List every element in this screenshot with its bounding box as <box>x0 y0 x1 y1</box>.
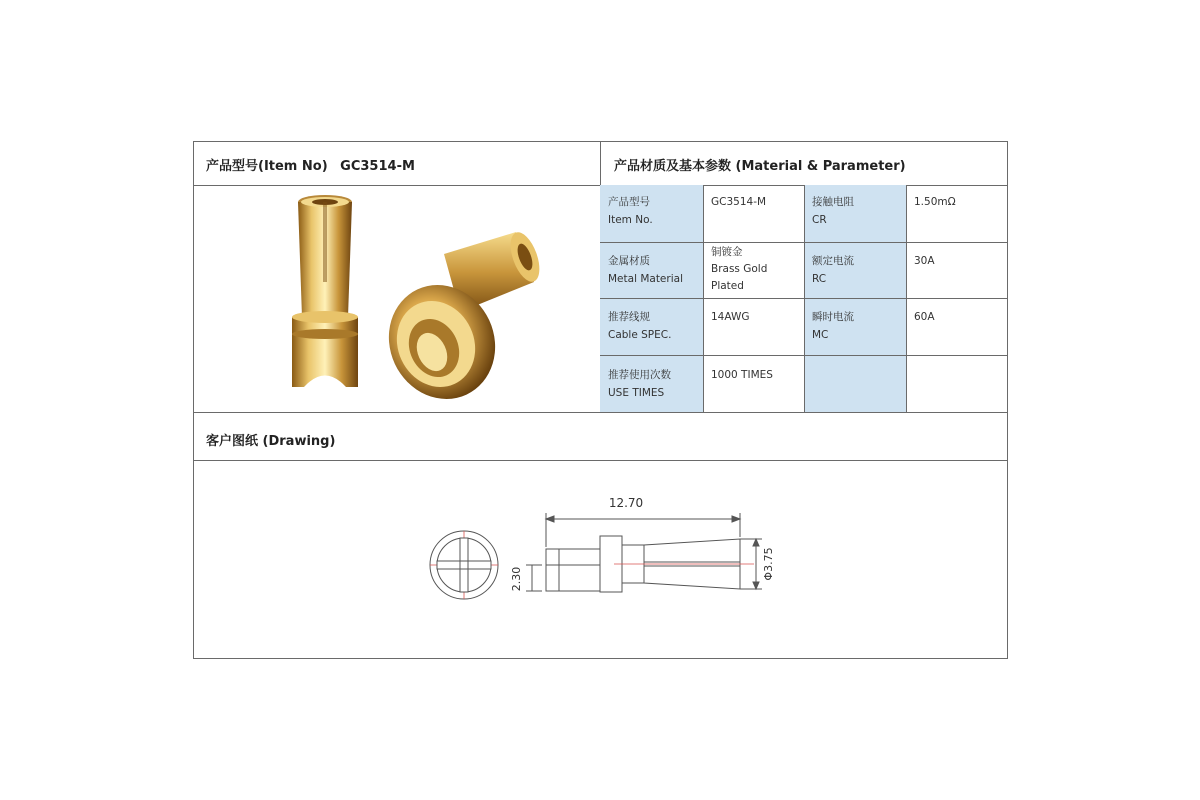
drawing-header-divider <box>194 460 1007 461</box>
param-label-cn: 推荐线规 <box>608 311 650 323</box>
param-label-en: Metal Material <box>608 273 683 285</box>
drawing-top-divider <box>194 412 1007 413</box>
param-value: Plated <box>711 280 744 292</box>
param-label-en: Item No. <box>608 214 653 226</box>
param-value-cell-cable <box>703 298 804 355</box>
param-value: 1.50mΩ <box>914 196 956 208</box>
param-value-cell-item-no <box>703 185 804 242</box>
param-label-cell-metal <box>600 242 703 298</box>
item-no-header <box>206 155 415 174</box>
param-value: 14AWG <box>711 311 750 323</box>
grid-line <box>600 298 1008 299</box>
parameter-table <box>600 185 1008 412</box>
param-label-en: CR <box>812 214 827 226</box>
param-label-cell-rc <box>804 242 906 298</box>
item-no-label: 产品型号(Item No) <box>206 159 328 174</box>
technical-drawing <box>414 477 814 627</box>
param-value-cell-metal <box>703 242 804 298</box>
param-label-en: USE TIMES <box>608 387 665 399</box>
param-value: 60A <box>914 311 935 323</box>
product-photo <box>254 192 554 407</box>
param-value: 30A <box>914 255 935 267</box>
param-label-en: Cable SPEC. <box>608 329 672 341</box>
connector-standing <box>292 195 358 387</box>
item-no-value: GC3514-M <box>340 159 415 174</box>
grid-line <box>600 355 1008 356</box>
param-label-cn: 金属材质 <box>608 255 650 267</box>
dim-height-label: 2.30 <box>510 566 523 592</box>
param-value-cell-cr <box>906 185 1008 242</box>
grid-line <box>600 242 1008 243</box>
drawing-title: 客户图纸 (Drawing) <box>206 434 336 449</box>
param-label-cell-use-times <box>600 355 703 412</box>
param-label-cn: 额定电流 <box>812 255 854 267</box>
param-label-en: MC <box>812 329 829 341</box>
param-label-cell-mc <box>804 298 906 355</box>
material-parameter-title: 产品材质及基本参数 (Material & Parameter) <box>614 159 906 174</box>
param-label-cell-cable <box>600 298 703 355</box>
side-view <box>526 513 762 592</box>
spec-sheet <box>193 141 1008 659</box>
dim-length-label: 12.70 <box>608 496 644 510</box>
param-label-cell-item-no <box>600 185 703 242</box>
end-view <box>430 531 498 599</box>
param-label-cell-cr <box>804 185 906 242</box>
param-value: Brass Gold <box>711 263 768 275</box>
connector-lying <box>370 228 545 407</box>
param-label-cn: 推荐使用次数 <box>608 369 671 381</box>
param-value-cell-mc <box>906 298 1008 355</box>
param-value-cell-empty <box>906 355 1008 412</box>
param-label-cell-empty <box>804 355 906 412</box>
param-value: 1000 TIMES <box>711 369 773 381</box>
param-value: 铜镀金 <box>711 246 743 258</box>
param-label-cn: 接触电阻 <box>812 196 854 208</box>
param-label-en: RC <box>812 273 827 285</box>
param-value-cell-rc <box>906 242 1008 298</box>
param-label-cn: 瞬时电流 <box>812 311 854 323</box>
dim-diameter-label: Φ3.75 <box>762 547 775 581</box>
param-value-cell-use-times <box>703 355 804 412</box>
param-value: GC3514-M <box>711 196 767 208</box>
param-label-cn: 产品型号 <box>608 196 650 208</box>
